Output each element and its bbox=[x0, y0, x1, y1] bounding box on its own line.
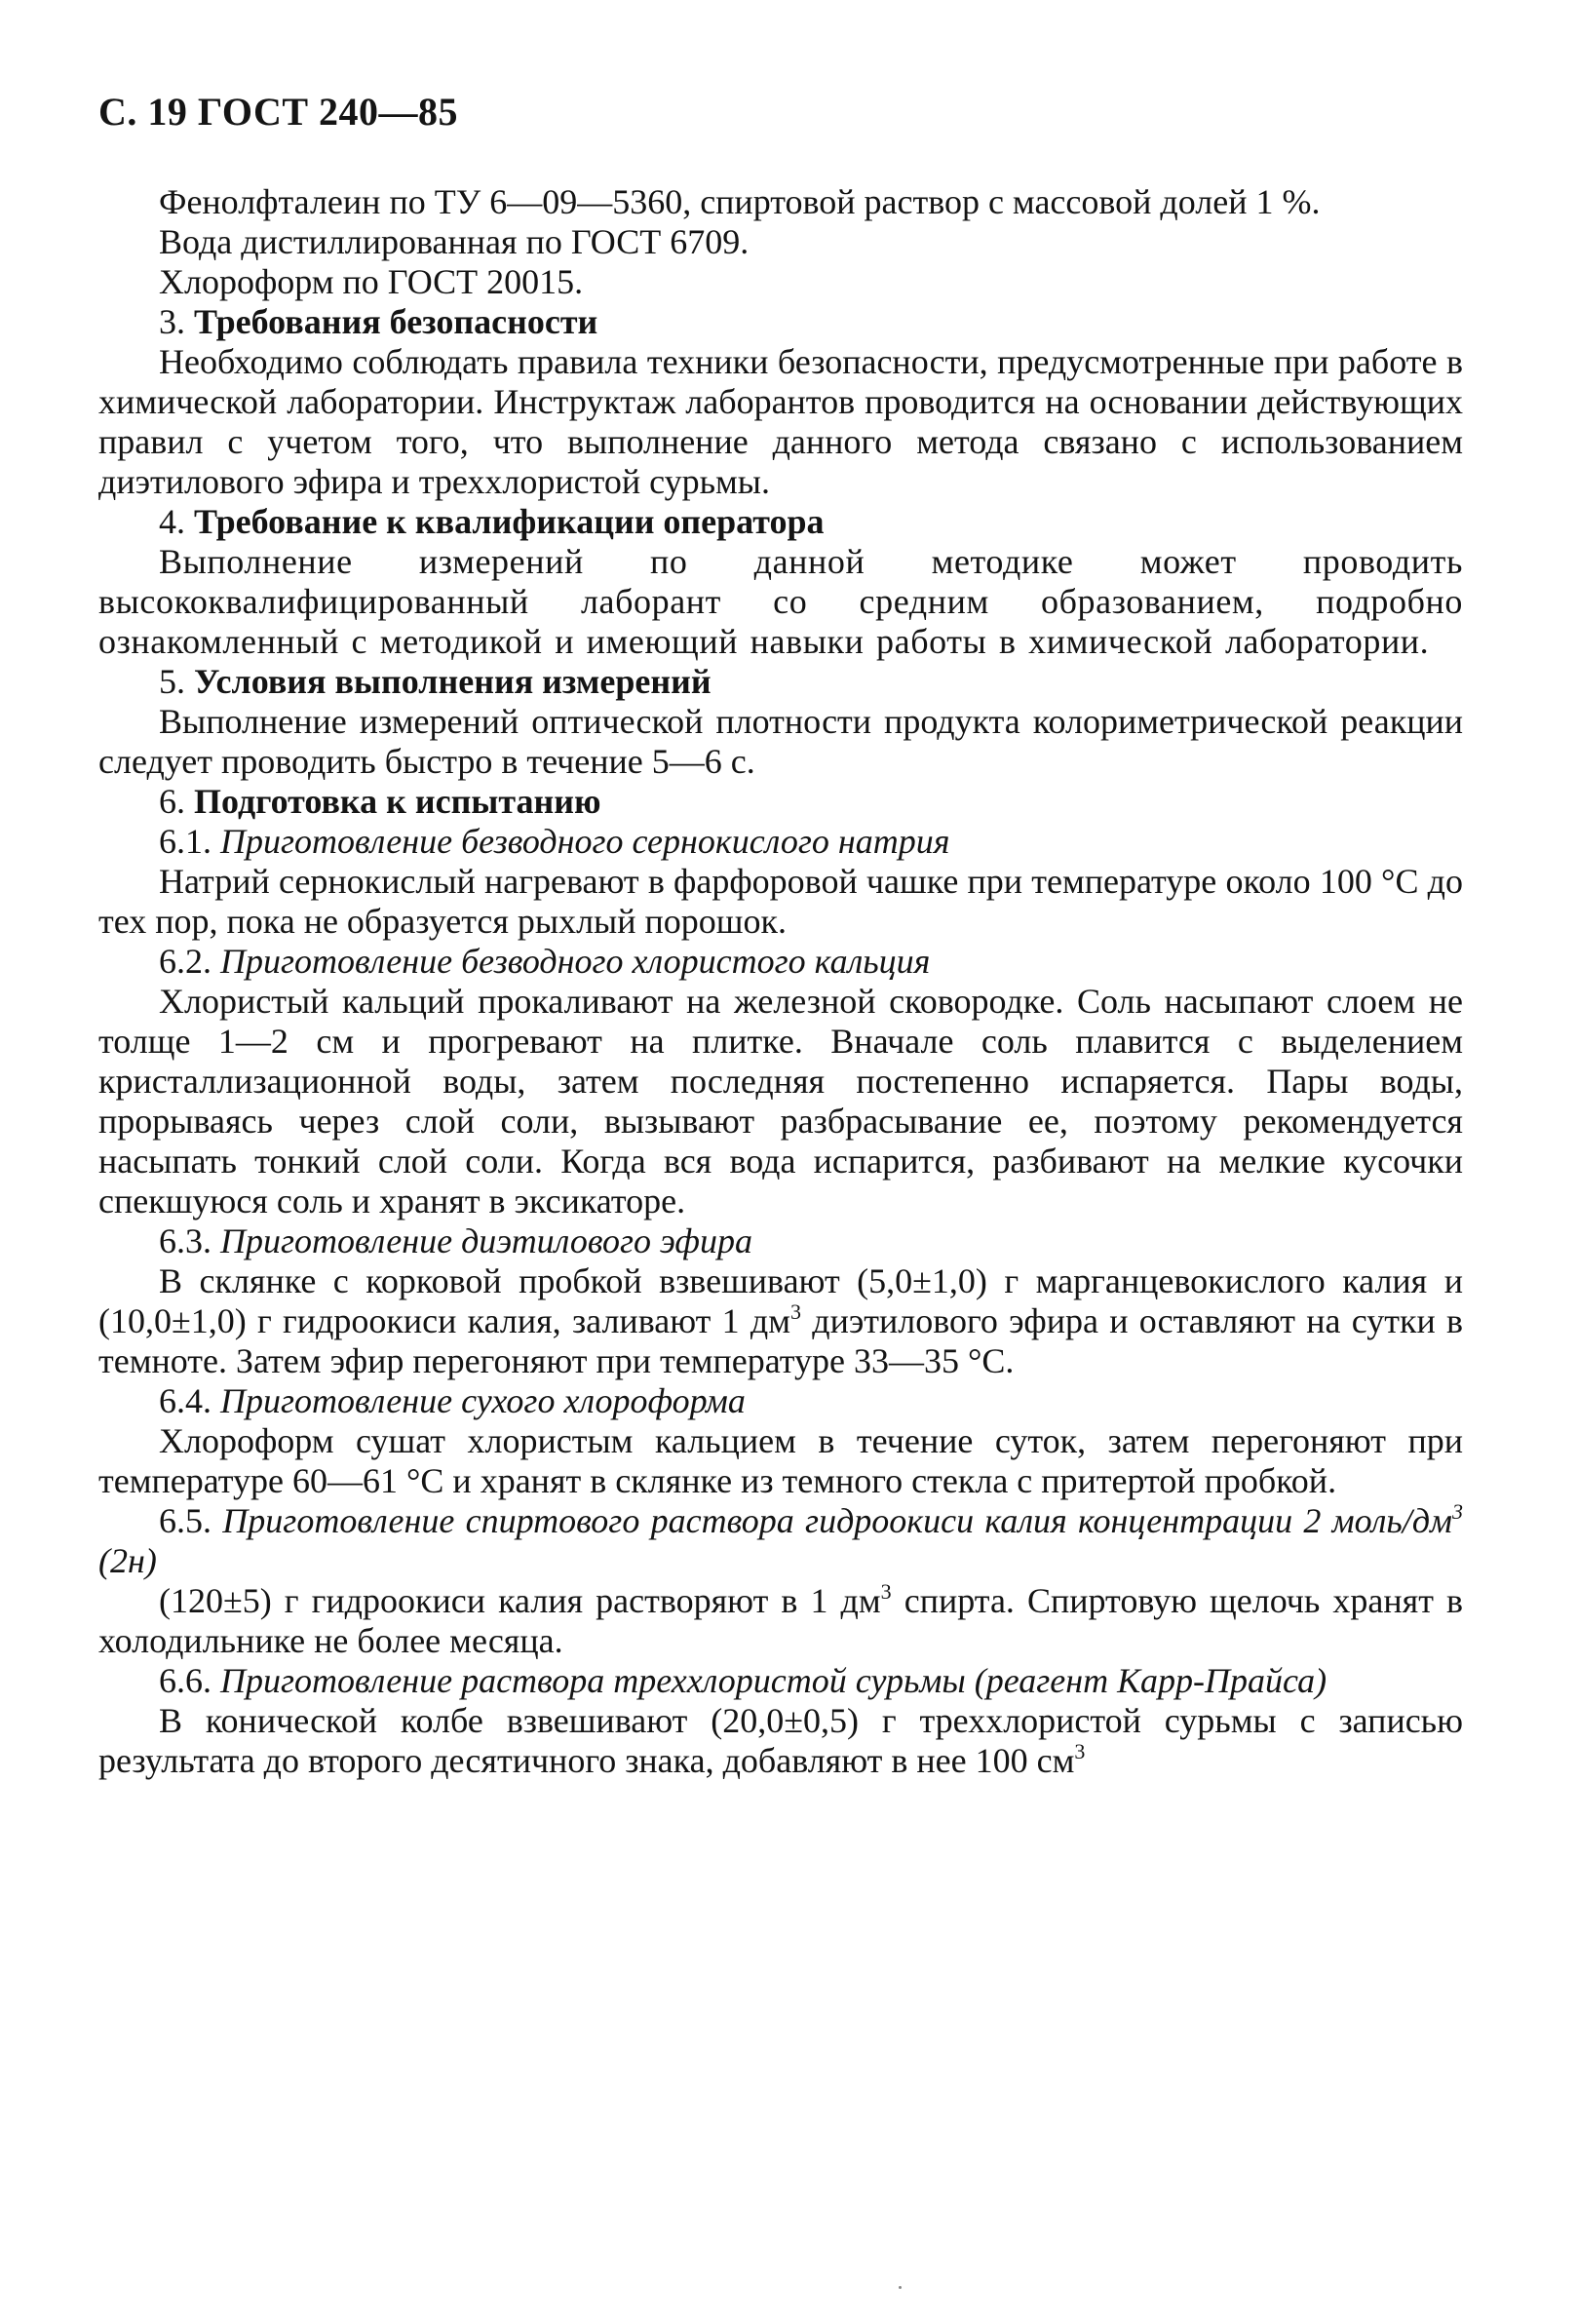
subsection-number: 6.1. bbox=[159, 822, 212, 861]
section-3-text: Необходимо соблюдать правила техники безопасности, предусмотренные при работе в химической лаборатории. Инструктаж лаборантов проводится на основании действующих правил с учетом того, что выполнение данного метода связано с использованием диэтилового эфира и треххлористой сурьмы. bbox=[98, 342, 1463, 501]
subsection-title: Приготовление безводного сернокислого натрия bbox=[220, 822, 950, 861]
text-part: В конической колбе взвешивают (20,0±0,5) г треххлористой сурьмы с записью результата до второго десятичного знака, добавляют в нее 100 см bbox=[98, 1701, 1463, 1780]
subsection-title: Приготовление раствора треххлористой сурьмы (реагент Карр-Прайса) bbox=[220, 1661, 1327, 1700]
reagent-line: Фенолфталеин по ТУ 6—09—5360, спиртовой раствор с массовой долей 1 %. bbox=[159, 182, 1321, 221]
section-5-text: Выполнение измерений оптической плотности продукта колориметрической реакции следует проводить быстро в течение 5—6 с. bbox=[98, 702, 1463, 781]
section-title: Подготовка к испытанию bbox=[194, 782, 601, 821]
superscript: 3 bbox=[1452, 1499, 1463, 1524]
subsection-number: 6.3. bbox=[159, 1221, 212, 1260]
document-body bbox=[98, 182, 1463, 1781]
subsection-6-1-text: Натрий сернокислый нагревают в фарфоровой чашке при температуре около 100 °С до тех пор, пока не образуется рыхлый порошок. bbox=[98, 862, 1463, 941]
text-part: В склянке с корковой пробкой взвешивают (5,0±1,0) г марганцевокислого калия и (10,0±1,0) г гидроокиси калия, заливают 1 дм bbox=[98, 1261, 1463, 1340]
subsection-number: 6.4. bbox=[159, 1381, 212, 1420]
subsection-6-3-text bbox=[98, 1261, 1463, 1381]
subsection-number: 6.5. bbox=[159, 1501, 212, 1540]
section-3-heading bbox=[98, 302, 1463, 342]
subsection-6-4-heading bbox=[98, 1381, 1463, 1421]
section-6-heading bbox=[98, 782, 1463, 822]
scan-speck bbox=[899, 2286, 902, 2289]
section-4-text: Выполнение измерений по данной методике может проводить высококвалифицированный лаборант со средним образованием, подробно ознакомленный с методикой и имеющий навыки работы в химической лаборатории. bbox=[98, 542, 1463, 661]
section-number: 4. bbox=[159, 502, 185, 541]
subsection-6-6-heading bbox=[98, 1661, 1463, 1701]
section-title: Требования безопасности bbox=[194, 302, 598, 341]
subsection-title: Приготовление безводного хлористого кальция bbox=[220, 942, 931, 981]
subsection-6-5-heading bbox=[98, 1501, 1463, 1581]
subsection-title: Приготовление сухого хлороформа bbox=[220, 1381, 746, 1420]
subsection-6-5-text bbox=[98, 1581, 1463, 1661]
subsection-title bbox=[98, 1501, 1463, 1580]
text-part: диэтилового эфира и оставляют на сутки в темноте. Затем эфир перегоняют при температуре 33—35 °С. bbox=[98, 1301, 1464, 1380]
subsection-title: Приготовление диэтилового эфира bbox=[220, 1221, 752, 1260]
section-5-heading bbox=[98, 662, 1463, 702]
section-number: 5. bbox=[159, 662, 185, 701]
superscript: 3 bbox=[1074, 1739, 1086, 1763]
section-number: 3. bbox=[159, 302, 185, 341]
section-4-heading bbox=[98, 502, 1463, 542]
reagent-line: Хлороформ по ГОСТ 20015. bbox=[159, 262, 584, 301]
page-header: С. 19 ГОСТ 240—85 bbox=[98, 90, 459, 134]
section-number: 6. bbox=[159, 782, 185, 821]
subsection-6-1-heading bbox=[98, 822, 1463, 862]
section-title: Требование к квалификации оператора bbox=[194, 502, 825, 541]
subsection-number: 6.6. bbox=[159, 1661, 212, 1700]
subsection-6-3-heading bbox=[98, 1221, 1463, 1261]
section-title: Условия выполнения измерений bbox=[194, 662, 712, 701]
title-part: Приготовление спиртового раствора гидроокиси калия концентрации 2 моль/дм bbox=[222, 1501, 1452, 1540]
subsection-number: 6.2. bbox=[159, 942, 212, 981]
subsection-6-2-heading bbox=[98, 942, 1463, 982]
superscript: 3 bbox=[880, 1579, 892, 1604]
subsection-6-4-text: Хлороформ сушат хлористым кальцием в течение суток, затем перегоняют при температуре 60—61 °С и хранят в склянке из темного стекла с притертой пробкой. bbox=[98, 1421, 1463, 1500]
title-part: (2н) bbox=[98, 1541, 157, 1580]
text-part: (120±5) г гидроокиси калия растворяют в 1 дм bbox=[159, 1581, 881, 1620]
superscript: 3 bbox=[789, 1299, 801, 1324]
text-part: спирта. Спиртовую щелочь хранят в холодильнике не более месяца. bbox=[98, 1581, 1463, 1660]
reagent-line: Вода дистиллированная по ГОСТ 6709. bbox=[159, 222, 750, 261]
subsection-6-6-text bbox=[98, 1701, 1463, 1781]
subsection-6-2-text: Хлористый кальций прокаливают на железной сковородке. Соль насыпают слоем не толще 1—2 см и прогревают на плитке. Вначале соль плавится с выделением кристаллизационной воды, затем последняя постепенно испаряется. Пары воды, прорываясь через слой соли, вызывают разбрасывание ее, поэтому рекомендуется насыпать тонкий слой соли. Когда вся вода испарится, разбивают на мелкие кусочки спекшуюся соль и хранят в эксикаторе. bbox=[98, 982, 1463, 1220]
